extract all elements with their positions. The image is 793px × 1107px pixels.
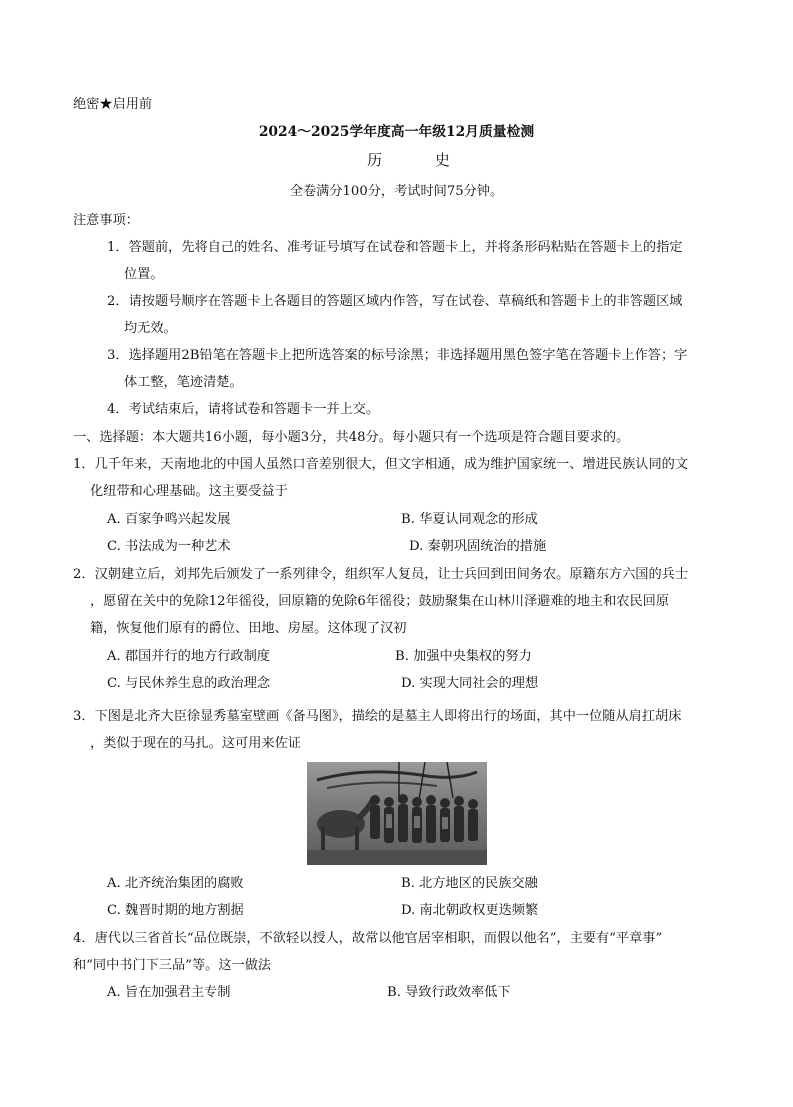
question-1-option-c: C. 书法成为一种艺术 (107, 539, 231, 554)
question-4-option-a: A. 旨在加强君主专制 (107, 985, 231, 1000)
question-2-line-3: 籍，恢复他们原有的爵位、田地、房屋。这体现了汉初 (90, 621, 407, 636)
note-2-line-2: 均无效。 (124, 321, 177, 336)
question-1-option-b: B. 华夏认同观念的形成 (401, 512, 538, 527)
question-3-line-1: 3．下图是北齐大臣徐显秀墓室壁画《备马图》，描绘的是墓主人即将出行的场面，其中一位随从肩扛胡床 (73, 709, 682, 724)
question-3-option-c: C. 魏晋时期的地方割据 (107, 903, 244, 918)
question-3-option-b: B. 北方地区的民族交融 (401, 876, 538, 891)
question-1-line-1: 1．几千年来，天南地北的中国人虽然口音差别很大，但文字相通，成为维护国家统一、增进民族认同的文 (73, 457, 689, 472)
mural-painting-graphic (307, 762, 487, 865)
secret-label: 绝密★启用前 (73, 97, 153, 112)
mural-painting-image (307, 762, 487, 865)
section-heading: 一、选择题：本大题共16小题，每小题3分，共48分。每小题只有一个选项是符合题目要求的。 (73, 430, 630, 445)
question-3-line-2: ，类似于现在的马扎。这可用来佐证 (90, 736, 301, 751)
question-4-option-b: B. 导致行政效率低下 (387, 985, 511, 1000)
question-2-option-a: A. 郡国并行的地方行政制度 (107, 649, 270, 664)
question-4-line-2: 和“同中书门下三品”等。这一做法 (73, 958, 272, 973)
question-2-line-2: ，愿留在关中的免除12年徭役，回原籍的免除6年徭役；鼓励聚集在山林川泽避难的地主和农民回原 (90, 594, 670, 609)
question-4-line-1: 4．唐代以三省首长“品位既崇，不欲轻以授人，故常以他官居宰相职，而假以他名”，主要有“平章事” (73, 931, 663, 946)
question-2-line-1: 2．汉朝建立后，刘邦先后颁发了一系列律令，组织军人复员，让士兵回到田间务农。原籍东方六国的兵士 (73, 567, 689, 582)
note-2-line-1: 2．请按题号顺序在答题卡上各题目的答题区域内作答，写在试卷、草稿纸和答题卡上的非答题区域 (107, 294, 683, 309)
notes-heading: 注意事项： (73, 213, 139, 228)
score-note: 全卷满分100分，考试时间75分钟。 (289, 184, 504, 199)
question-1-option-d: D. 秦朝巩固统治的措施 (409, 539, 547, 554)
exam-title: 2024～2025学年度高一年级12月质量检测 (258, 124, 535, 140)
question-2-option-b: B. 加强中央集权的努力 (395, 649, 532, 664)
question-1-line-2: 化纽带和心理基础。这主要受益于 (90, 484, 288, 499)
question-3-option-d: D. 南北朝政权更迭频繁 (401, 903, 539, 918)
note-1-line-1: 1．答题前，先将自己的姓名、准考证号填写在试卷和答题卡上，并将条形码粘贴在答题卡上的指定 (107, 240, 683, 255)
question-3-option-a: A. 北齐统治集团的腐败 (107, 876, 244, 891)
question-1-option-a: A. 百家争鸣兴起发展 (107, 512, 231, 527)
note-4-line-1: 4．考试结束后，请将试卷和答题卡一并上交。 (107, 402, 380, 417)
subject-title: 历 史 (367, 151, 474, 169)
note-3-line-2: 体工整，笔迹清楚。 (124, 375, 243, 390)
question-2-option-d: D. 实现大同社会的理想 (401, 676, 539, 691)
note-3-line-1: 3．选择题用2B铅笔在答题卡上把所选答案的标号涂黑；非选择题用黑色签字笔在答题卡上作答；字 (107, 348, 688, 363)
note-1-line-2: 位置。 (124, 267, 164, 282)
question-2-option-c: C. 与民休养生息的政治理念 (107, 676, 271, 691)
